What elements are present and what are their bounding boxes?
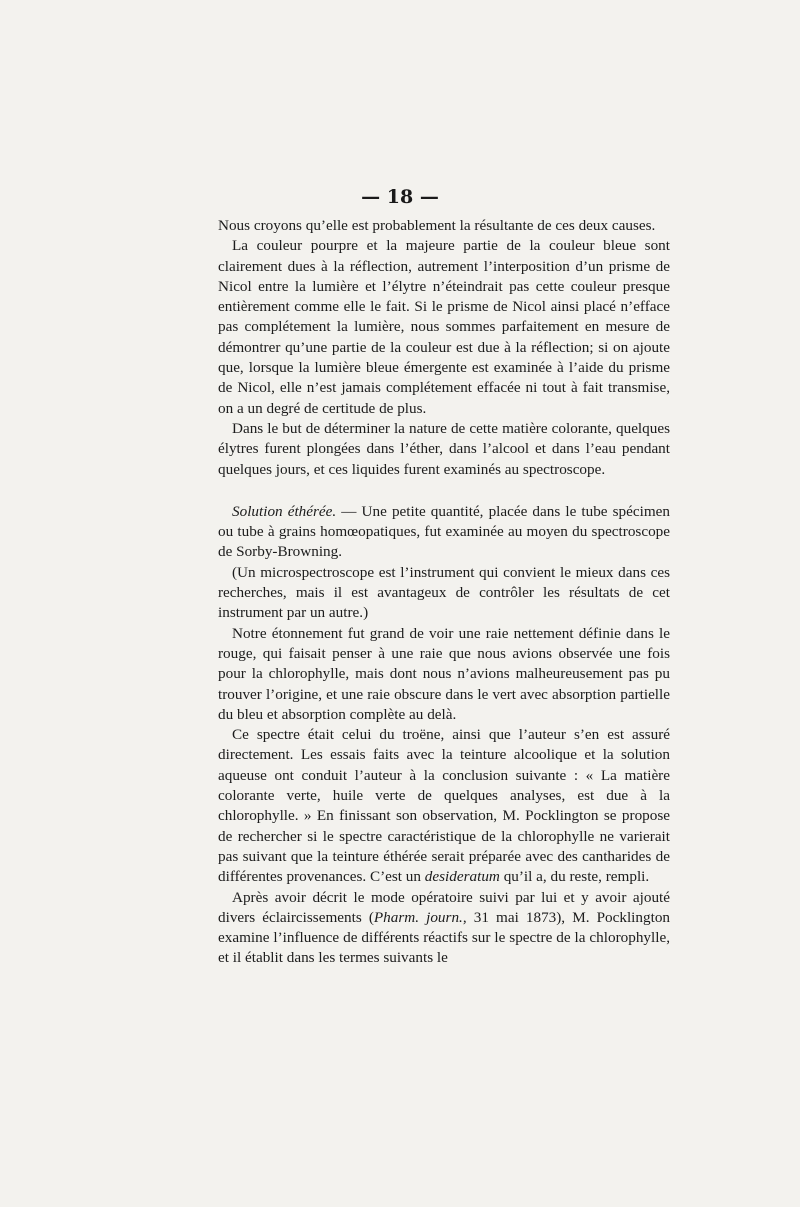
section-heading: Solution éthérée. (232, 502, 337, 520)
paragraph-8-part-1: Après avoir décrit le mode opératoire suivi par lui et y avoir ajouté divers éclaircissements ( (218, 888, 670, 926)
paragraph-6: Notre étonnement fut grand de voir une raie nettement définie dans le rouge, qui faisait penser à une raie que nous avions observée une fois pour la chlorophylle, mais dont nous n’avions malheureusement pas pu trouver l’origine, et une raie obscure dans le vert avec absorption partielle du bleu et absorption complète au delà. (218, 624, 670, 723)
paragraph-7 (218, 725, 670, 887)
body-text (218, 216, 670, 969)
paragraph-4 (218, 502, 670, 563)
paragraph-1: Nous croyons qu’elle est probablement la résultante de ces deux causes. (218, 217, 656, 234)
paragraph-2: La couleur pourpre et la majeure partie de la couleur bleue sont clairement dues à la réflection, autrement l’interposition d’un prisme de Nicol entre la lumière et l’élytre n’éteindrait pas cette couleur presque entièrement comme elle le fait. Si le prisme de Nicol ainsi placé n’efface pas complétement la lumière, nous sommes parfaitement en mesure de démontrer qu’une partie de la couleur est due à la réflection; si on ajoute que, lorsque la lumière bleue émergente est examinée à l’aide du prisme de Nicol, elle n’est jamais complétement effacée ni tout à fait transmise, on a un degré de certitude de plus. (218, 237, 670, 417)
paragraph-3: Dans le but de déterminer la nature de cette matière colorante, quelques élytres furent plongées dans l’éther, dans l’alcool et dans l’eau pendant quelques jours, et ces liquides furent examinés au spectroscope. (218, 419, 670, 478)
paragraph-7-part-1: Ce spectre était celui du troëne, ainsi que l’auteur s’en est assuré directement. Les essais faits avec la teinture alcoolique et la solution aqueuse ont conduit l’auteur à la conclusion suivante : « La matière colorante verte, huile verte de quelques analyses, est due à la chlorophylle. » En finissant son observation, M. Pocklington se propose de rechercher si le spectre caractéristique de la chlorophylle ne varierait pas suivant que la teinture éthérée serait préparée avec des cantharides de différentes provenances. C’est un (218, 726, 670, 886)
page-number: — 18 — (361, 186, 439, 208)
paragraph-7-desideratum: desideratum (424, 868, 500, 886)
paragraph-7-part-3: qu’il a, du reste, rempli. (499, 868, 650, 886)
paragraph-5: (Un microspectroscope est l’instrument qui convient le mieux dans ces recherches, mais il est avantageux de contrôler les résultats de cet instrument par un autre.) (218, 563, 670, 622)
paragraph-8-part-3: , 31 mai 1873), M. Pocklington examine l’influence de différents réactifs sur le spectre de la chlorophylle, et il établit dans les termes suivants le (218, 908, 671, 967)
paragraph-4-text: — Une petite quantité, placée dans le tube spécimen ou tube à grains homœopatiques, fut examinée au moyen du spectroscope de Sorby-Browning. (218, 502, 670, 561)
paragraph-8-citation: Pharm. journ. (373, 908, 463, 926)
paragraph-8 (218, 888, 670, 969)
